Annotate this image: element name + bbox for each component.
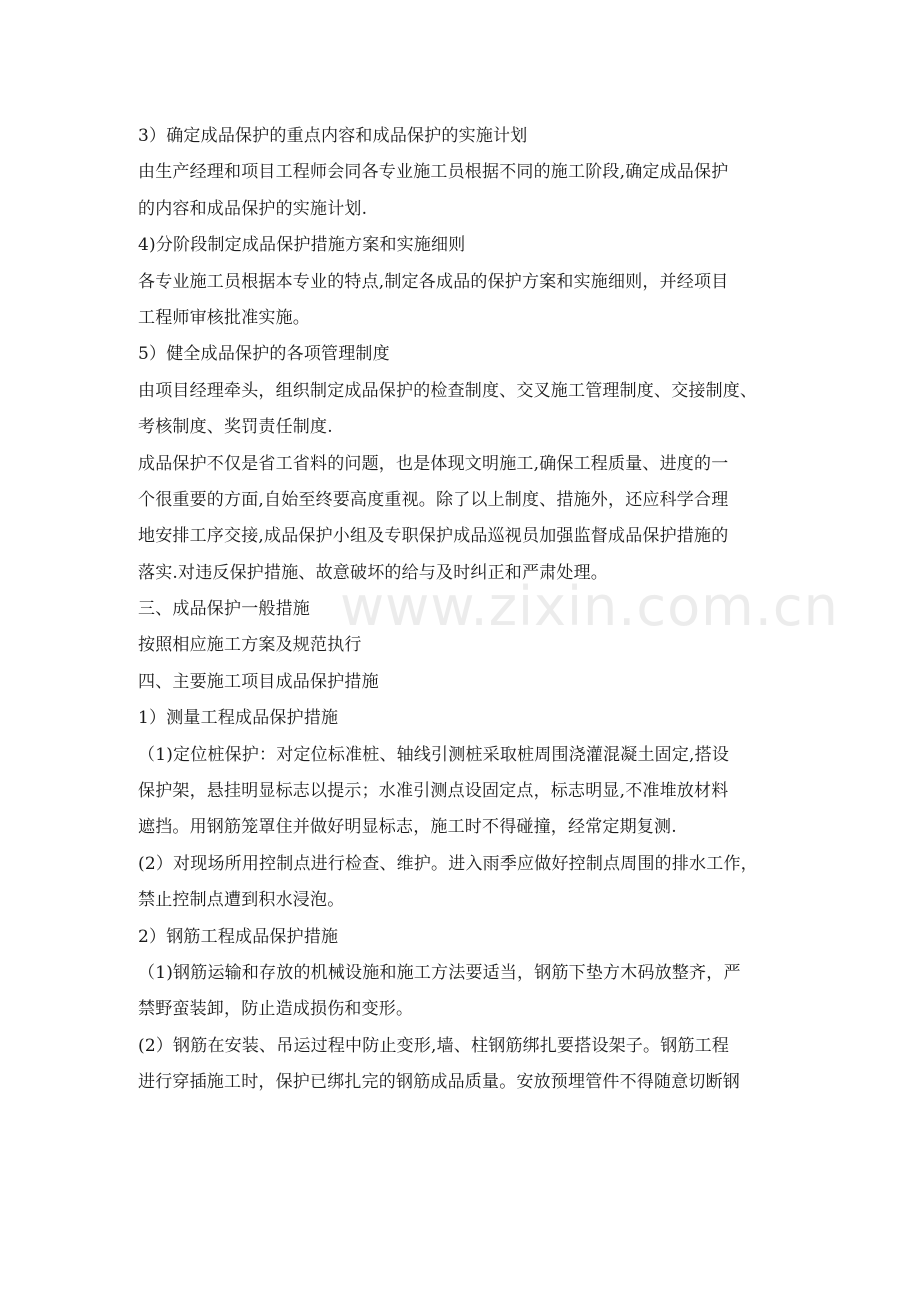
text-line: 由生产经理和项目工程师会同各专业施工员根据不同的施工阶段,确定成品保护 <box>138 162 729 183</box>
text-line: 三、成品保护一般措施 <box>138 599 310 620</box>
text-line: 遮挡。用钢筋笼罩住并做好明显标志，施工时不得碰撞，经常定期复测. <box>138 817 677 838</box>
text-line: (2）对现场所用控制点进行检查、维护。进入雨季应做好控制点周围的排水工作， <box>138 853 758 874</box>
text-line: 的内容和成品保护的实施计划. <box>138 198 368 219</box>
text-line: 地安排工序交接,成品保护小组及专职保护成品巡视员加强监督成品保护措施的 <box>138 526 729 547</box>
watermark: www.zixin.com.cn <box>340 575 839 638</box>
text-line: 成品保护不仅是省工省料的问题，也是体现文明施工,确保工程质量、进度的一 <box>138 453 729 474</box>
text-line: 落实.对违反保护措施、故意破坏的给与及时纠正和严肃处理。 <box>138 562 609 583</box>
document-body <box>138 118 788 1101</box>
text-line: (2）钢筋在安装、吊运过程中防止变形,墙、柱钢筋绑扎要搭设架子。钢筋工程 <box>138 1035 730 1056</box>
text-line: 5）健全成品保护的各项管理制度 <box>138 344 390 365</box>
text-line: 保护架，悬挂明显标志以提示；水准引测点设固定点，标志明显,不准堆放材料 <box>138 781 729 802</box>
text-line: 2）钢筋工程成品保护措施 <box>138 926 339 947</box>
text-line: 工程师审核批准实施。 <box>138 307 310 328</box>
text-line: 个很重要的方面,自始至终要高度重视。除了以上制度、措施外，还应科学合理 <box>138 489 729 510</box>
text-line: （1)定位桩保护：对定位标准桩、轴线引测桩采取桩周围浇灌混凝土固定,搭设 <box>138 744 730 765</box>
text-line: 进行穿插施工时，保护已绑扎完的钢筋成品质量。安放预埋管件不得随意切断钢 <box>138 1072 740 1093</box>
text-line: 各专业施工员根据本专业的特点,制定各成品的保护方案和实施细则，并经项目 <box>138 271 729 292</box>
text-line: （1)钢筋运输和存放的机械设施和施工方法要适当，钢筋下垫方木码放整齐，严 <box>138 962 741 983</box>
text-line: 4)分阶段制定成品保护措施方案和实施细则 <box>138 235 466 256</box>
text-line: 考核制度、奖罚责任制度. <box>138 417 333 438</box>
text-line: 按照相应施工方案及规范执行 <box>138 635 362 656</box>
text-line: 1）测量工程成品保护措施 <box>138 708 339 729</box>
text-line: 禁野蛮装卸，防止造成损伤和变形。 <box>138 999 414 1020</box>
text-line: 禁止控制点遭到积水浸泡。 <box>138 890 345 911</box>
text-line: 3）确定成品保护的重点内容和成品保护的实施计划 <box>138 126 528 146</box>
text-line: 四、主要施工项目成品保护措施 <box>138 671 379 692</box>
text-line: 由项目经理牵头，组织制定成品保护的检查制度、交叉施工管理制度、交接制度、 <box>138 380 758 401</box>
